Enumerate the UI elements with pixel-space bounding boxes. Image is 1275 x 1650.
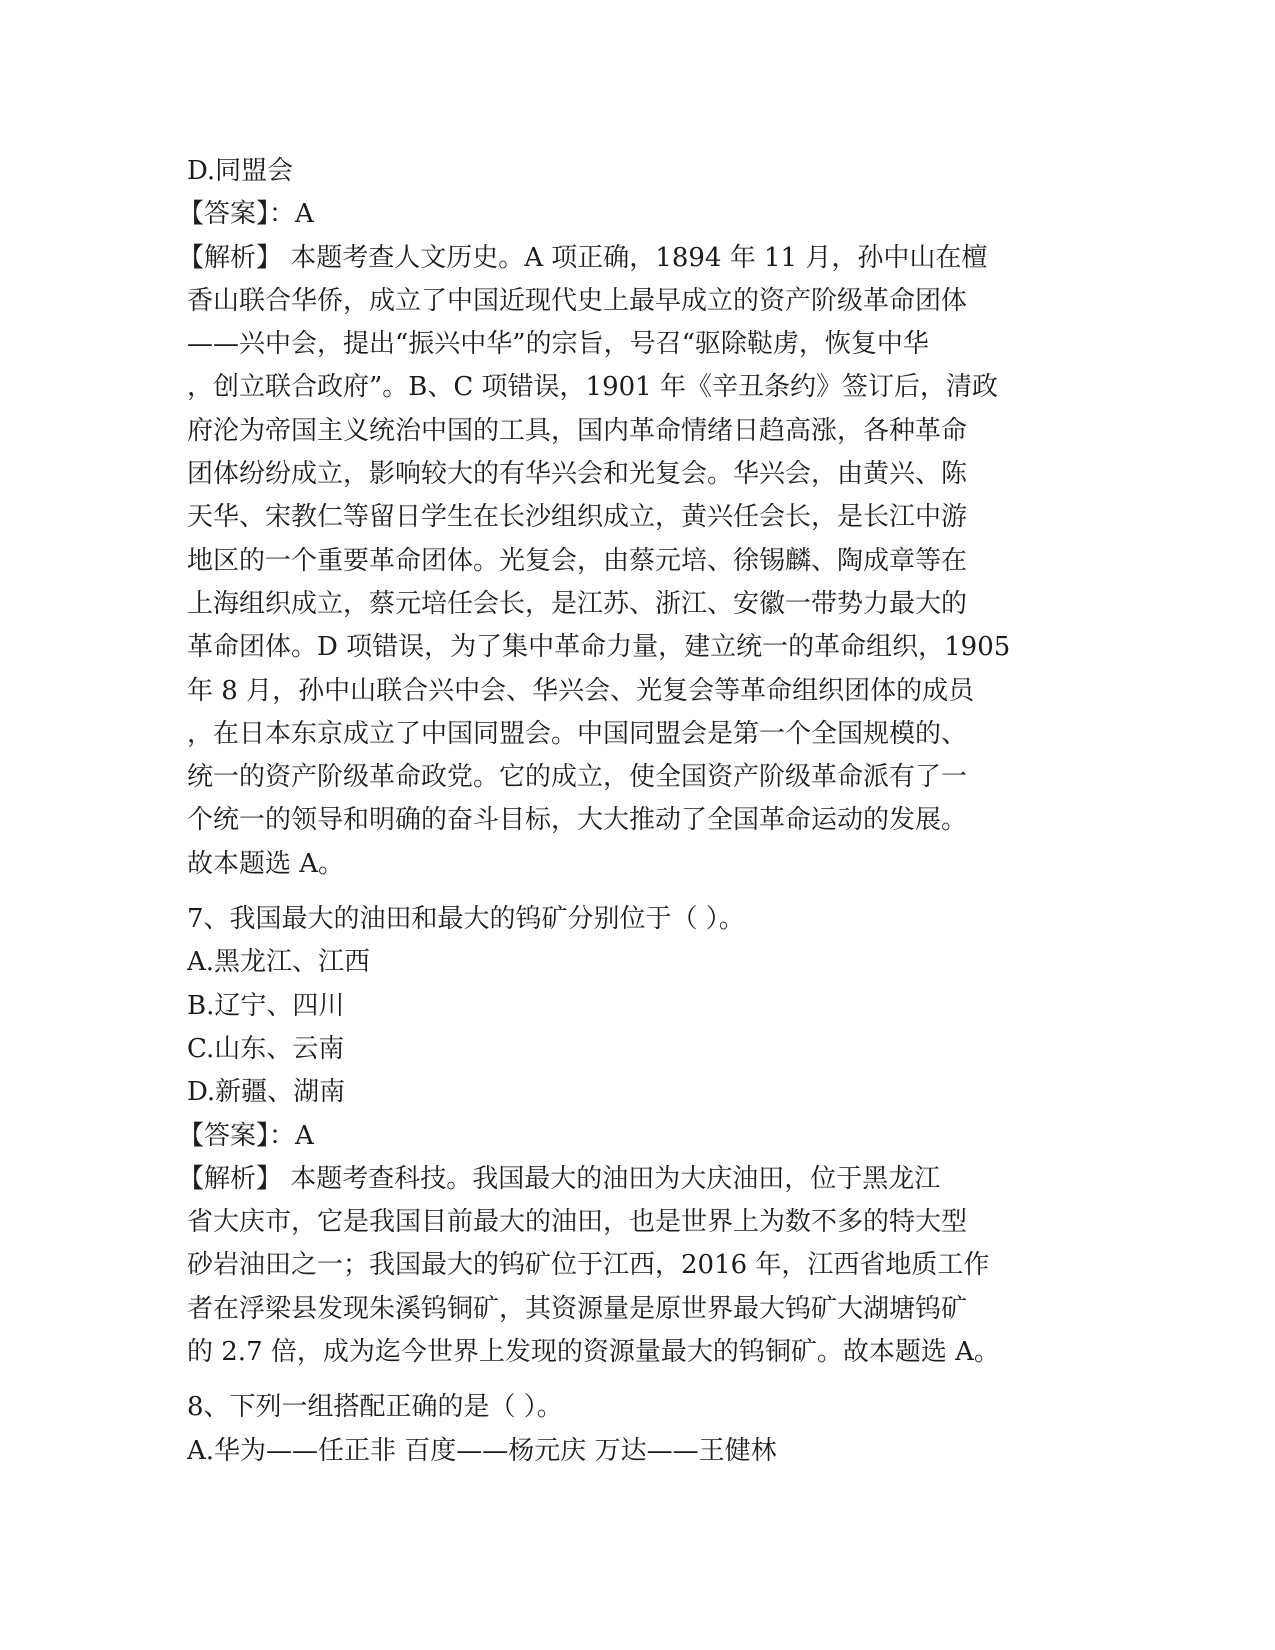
q6-analysis-line: ，创立联合政府”。B、C 项错误，1901 年《辛丑条约》签订后，清政 xyxy=(187,372,998,403)
q7-option-b: B.辽宁、四川 xyxy=(187,990,345,1021)
paragraph-gap xyxy=(187,886,1087,898)
q7-option-d: D.新疆、湖南 xyxy=(187,1077,346,1108)
q6-analysis-line: 革命团体。D 项错误，为了集中革命力量，建立统一的革命组织，1905 xyxy=(187,632,1011,663)
q6-analysis xyxy=(178,237,1087,886)
q6-answer: 【答案】：A xyxy=(178,199,314,230)
q6-analysis-line: 团体纷纷成立，影响较大的有华兴会和光复会。华兴会，由黄兴、陈 xyxy=(187,459,968,490)
q6-analysis-line: 年 8 月，孙中山联合兴中会、华兴会、光复会等革命组织团体的成员 xyxy=(187,675,975,706)
q7-answer: 【答案】：A xyxy=(178,1120,314,1151)
paragraph-gap xyxy=(187,1374,1087,1386)
q6-analysis-line: 府沦为帝国主义统治中国的工具，国内革命情绪日趋高涨，各种革命 xyxy=(187,415,968,446)
q7-analysis-line: 的 2.7 倍，成为迄今世界上发现的资源量最大的钨铜矿。故本题选 A。 xyxy=(187,1337,1000,1368)
q7-question: 7、我国最大的油田和最大的钨矿分别位于（ ）。 xyxy=(187,904,745,935)
q8-option-a: A.华为——任正非 百度——杨元庆 万达——王健林 xyxy=(187,1435,777,1466)
q6-analysis-line: 上海组织成立，蔡元培任会长，是江苏、浙江、安徽一带势力最大的 xyxy=(187,588,968,619)
q7-analysis-line: 省大庆市，它是我国目前最大的油田，也是世界上为数不多的特大型 xyxy=(187,1207,968,1238)
q6-analysis-line: 地区的一个重要革命团体。光复会，由蔡元培、徐锡麟、陶成章等在 xyxy=(187,545,968,576)
q6-analysis-line: 统一的资产阶级革命政党。它的成立，使全国资产阶级革命派有了一 xyxy=(187,762,968,793)
document-body xyxy=(178,150,1087,1473)
q6-option-d: D.同盟会 xyxy=(187,156,294,186)
q7-analysis-line: 者在浮梁县发现朱溪钨铜矿，其资源量是原世界最大钨矿大湖塘钨矿 xyxy=(187,1293,968,1324)
q6-analysis-line: 个统一的领导和明确的奋斗目标，大大推动了全国革命运动的发展。 xyxy=(187,805,968,836)
q7-analysis-line: 【解析】 本题考查科技。我国最大的油田为大庆油田，位于黑龙江 xyxy=(178,1163,941,1194)
q6-analysis-line: ，在日本东京成立了中国同盟会。中国同盟会是第一个全国规模的、 xyxy=(187,718,968,749)
q7-analysis xyxy=(178,1158,1087,1374)
q6-analysis-line: 天华、宋教仁等留日学生在长沙组织成立，黄兴任会长，是长江中游 xyxy=(187,502,968,533)
q6-analysis-line: 【解析】 本题考查人文历史。A 项正确，1894 年 11 月，孙中山在檀 xyxy=(178,242,988,273)
q7-analysis-line: 砂岩油田之一；我国最大的钨矿位于江西，2016 年，江西省地质工作 xyxy=(187,1250,990,1281)
q8-question: 8、下列一组搭配正确的是（ ）。 xyxy=(187,1392,563,1423)
q6-analysis-line: ——兴中会，提出“振兴中华”的宗旨，号召“驱除鞑虏，恢复中华 xyxy=(187,329,929,360)
q6-analysis-line: 香山联合华侨，成立了中国近现代史上最早成立的资产阶级革命团体 xyxy=(187,285,968,316)
q7-option-c: C.山东、云南 xyxy=(187,1033,345,1064)
q6-analysis-line: 故本题选 A。 xyxy=(187,848,345,879)
q7-option-a: A.黑龙江、江西 xyxy=(187,947,371,978)
